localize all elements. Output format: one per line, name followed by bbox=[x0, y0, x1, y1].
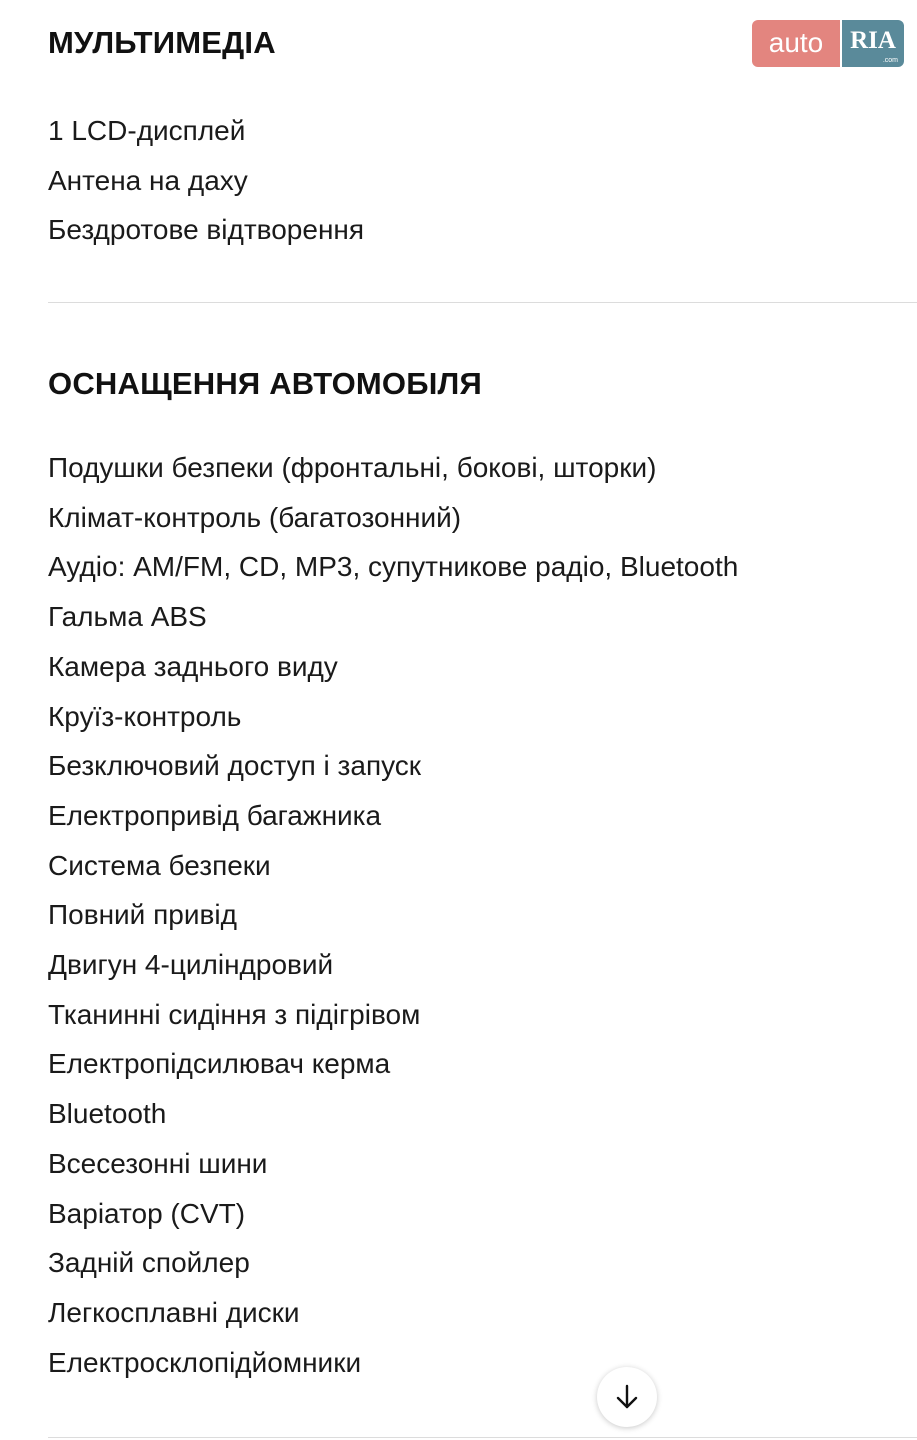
list-item: Всесезонні шини bbox=[48, 1147, 268, 1179]
section-divider bbox=[48, 302, 917, 303]
list-item: Аудіо: AM/FM, CD, MP3, супутникове радіо, Bluetooth bbox=[48, 551, 739, 583]
list-item: Гальма ABS bbox=[48, 601, 207, 633]
scroll-down-button[interactable] bbox=[597, 1367, 657, 1427]
list-item: Повний привід bbox=[48, 899, 237, 931]
list-item: Клімат-контроль (багатозонний) bbox=[48, 501, 462, 533]
list-item: Легкосплавні диски bbox=[48, 1296, 300, 1328]
list-item: Камера заднього виду bbox=[48, 650, 338, 682]
list-item: Подушки безпеки (фронтальні, бокові, шторки) bbox=[48, 452, 657, 483]
list-item: Антена на даху bbox=[48, 164, 248, 196]
section-divider bbox=[48, 1437, 917, 1438]
multimedia-section bbox=[48, 23, 917, 255]
logo-auto-part: auto bbox=[752, 20, 840, 67]
list-item: 1 LCD-дисплей bbox=[48, 115, 246, 146]
list-item: Двигун 4-циліндровий bbox=[48, 949, 334, 981]
list-item: Бездротове відтворення bbox=[48, 214, 365, 246]
list-item: Система безпеки bbox=[48, 849, 271, 881]
list-item: Bluetooth bbox=[48, 1098, 167, 1130]
list-item: Електропривід багажника bbox=[48, 799, 382, 831]
logo-ria-text: RIA bbox=[850, 27, 896, 54]
list-item: Круїз-контроль bbox=[48, 700, 242, 732]
list-item: Електросклопідйомники bbox=[48, 1346, 362, 1378]
arrow-down-icon bbox=[614, 1383, 640, 1411]
list-item: Тканинні сидіння з підігрівом bbox=[48, 998, 421, 1030]
list-item: Безключовий доступ і запуск bbox=[48, 750, 422, 782]
list-item: Задній спойлер bbox=[48, 1247, 250, 1279]
section-title-equipment: ОСНАЩЕННЯ АВТОМОБІЛЯ bbox=[48, 366, 482, 401]
list-item: Варіатор (CVT) bbox=[48, 1197, 246, 1229]
logo-domain-suffix: .com bbox=[882, 57, 898, 64]
section-title-multimedia: МУЛЬТИМЕДІА bbox=[48, 25, 276, 60]
multimedia-list bbox=[48, 106, 917, 255]
equipment-list bbox=[48, 443, 917, 1387]
list-item: Електропідсилювач керма bbox=[48, 1048, 391, 1080]
equipment-section bbox=[48, 364, 917, 1387]
